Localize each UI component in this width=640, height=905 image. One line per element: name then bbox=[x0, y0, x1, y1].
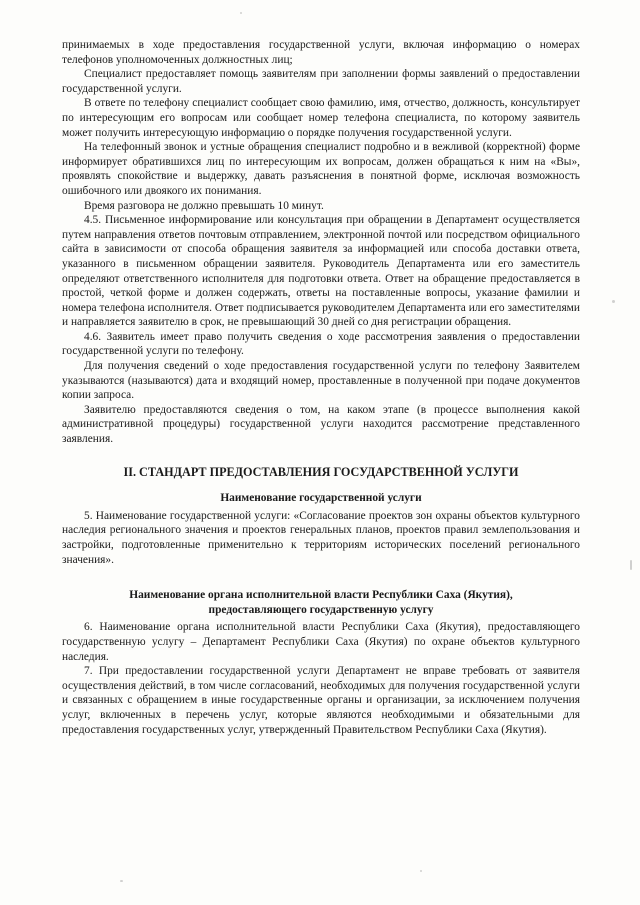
paragraph-status-by-phone: Для получения сведений о ходе предоставления государственной услуги по телефону Заявителем указываются (называются) дата и входящий номер, проставленные в полученной при подаче документов копии запроса. bbox=[62, 360, 580, 402]
paragraph-call-duration: Время разговора не должно превышать 10 минут. bbox=[84, 199, 324, 212]
paragraph-phone-calls: На телефонный звонок и устные обращения специалист подробно и в вежливой (корректной) форме информирует обратившихся лиц по интересующим их вопросам, должен обращаться к ним на «Вы», проявлять спокойствие и выдержку, давать разъяснения в понятной форме, исключая возможность ошибочного или двоякого их понимания. bbox=[62, 141, 580, 197]
subtitle-authority-line2: предоставляющего государственную услугу bbox=[208, 603, 434, 616]
scan-speck bbox=[630, 560, 632, 570]
paragraph-7: 7. При предоставлении государственной услуги Департамент не вправе требовать от заявителя осуществления действий, в том числе согласований, необходимых для получения государственной услуги и связанных с обращением в иные государственные органы и организации, за исключением получения услуг, включенных в перечень услуг, которые являются необходимыми и обязательными для предоставления государственных услуг, утвержденный Правительством Республики Саха (Якутия). bbox=[62, 665, 580, 736]
subtitle-authority-line1: Наименование органа исполнительной власти Республики Саха (Якутия), bbox=[129, 589, 513, 602]
paragraph-5: 5. Наименование государственной услуги: «Согласование проектов зон охраны объектов культурного наследия регионального значения и проектов генеральных планов, проектов правил землепользования и застройки, подготовленные применительно к территориям исторических поселений регионального значения». bbox=[62, 509, 580, 566]
paragraph-contact-info: принимаемых в ходе предоставления государственной услуги, включая информацию о номерах телефонов уполномоченных должностных лиц; bbox=[62, 39, 580, 66]
paragraph-phone-answer: В ответе по телефону специалист сообщает свою фамилию, имя, отчество, должность, консультирует по интересующим его вопросам или сообщает номер телефона специалиста, по которому заявитель может получить интересующую информацию о порядке получения государственной услуги. bbox=[62, 97, 580, 139]
paragraph-4-5: 4.5. Письменное информирование или консультация при обращении в Департамент осуществляется путем направления ответов почтовым отправлением, электронной почтой или посредством официального сайта в зависимости от способа обращения заявителя за информацией или способа доставки ответа, указанного в письменном обращении заявителя. Руководитель Департамента или его заместитель определяют ответственного исполнителя для подготовки ответа. Ответ на обращение предоставляется в простой, четкой форме и должен содержать, ответы на поставленные вопросы, указание фамилии и номера телефона исполнителя. Ответ подписывается руководителем Департамента или его заместителями и направляется заявителю в срок, не превышающий 30 дней со дня регистрации обращения. bbox=[62, 214, 580, 329]
scan-speck bbox=[612, 300, 615, 303]
document-page bbox=[62, 38, 580, 737]
paragraph-6: 6. Наименование органа исполнительной власти Республики Саха (Якутия), предоставляющего государственную услугу – Департамент Республики Саха (Якутия) по охране объектов культурного наследия. bbox=[62, 621, 580, 663]
subtitle-service-name: Наименование государственной услуги bbox=[220, 492, 422, 505]
paragraph-specialist-help: Специалист предоставляет помощь заявителям при заполнении формы заявлений о предоставлении государственной услуги. bbox=[62, 68, 580, 95]
scan-speck bbox=[240, 12, 242, 14]
section-title: II. СТАНДАРТ ПРЕДОСТАВЛЕНИЯ ГОСУДАРСТВЕННОЙ УСЛУГИ bbox=[123, 464, 519, 479]
paragraph-4-6: 4.6. Заявитель имеет право получить сведения о ходе рассмотрения заявления о предоставлении государственной услуги по телефону. bbox=[62, 330, 580, 358]
scan-speck bbox=[420, 870, 422, 872]
paragraph-stage-info: Заявителю предоставляются сведения о том, на каком этапе (в процессе выполнения какой административной процедуры) государственной услуги находится рассмотрение представленного заявления. bbox=[62, 403, 580, 446]
scan-speck bbox=[120, 880, 123, 882]
